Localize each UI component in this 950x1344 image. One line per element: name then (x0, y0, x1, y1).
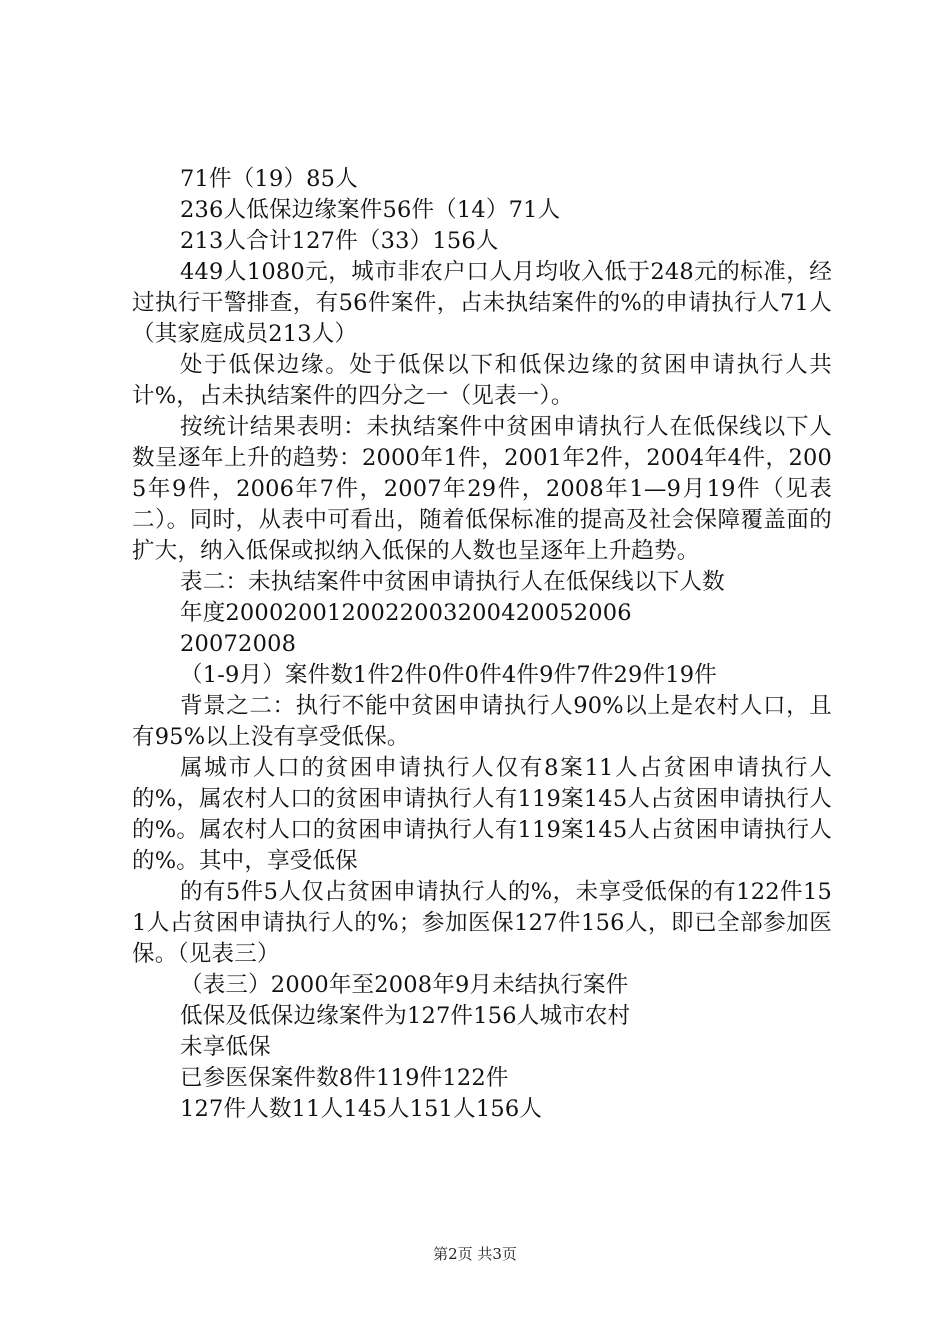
table-caption: （表三）2000年至2008年9月未结执行案件 (180, 972, 629, 998)
paragraph: 236人低保边缘案件56件（14）71人 (180, 197, 561, 223)
paragraph: 属城市人口的贫困申请执行人仅有8案11人占贫困申请执行人的%，属农村人口的贫困申请执行人有119案145人占贫困申请执行人的%。属农村人口的贫困申请执行人有119案145人占贫困申请执行人的%。其中，享受低保 (132, 755, 832, 874)
page-footer: 第2页 共3页 (433, 1245, 517, 1263)
paragraph: 71件（19）85人 (180, 166, 358, 192)
paragraph: 处于低保边缘。处于低保以下和低保边缘的贫困申请执行人共计%，占未执结案件的四分之一（见表一）。 (132, 352, 832, 409)
paragraph: 213人合计127件（33）156人 (180, 228, 499, 254)
paragraph: 449人1080元，城市非农户口人月均收入低于248元的标准，经过执行干警排查，有56件案件，占未执结案件的%的申请执行人71人（其家庭成员213人） (132, 259, 832, 347)
table-line: 年度2000200120022003200420052006 (180, 600, 632, 626)
table-line: 127件人数11人145人151人156人 (180, 1096, 543, 1122)
paragraph: 的有5件5人仅占贫困申请执行人的%，未享受低保的有122件151人占贫困申请执行人的%；参加医保127件156人，即已全部参加医保。（见表三） (132, 879, 832, 967)
paragraph: 按统计结果表明：未执结案件中贫困申请执行人在低保线以下人数呈逐年上升的趋势：2000年1件，2001年2件，2004年4件，2005年9件，2006年7件，2007年29件，2008年1—9月19件（见表二）。同时，从表中可看出，随着低保标准的提高及社会保障覆盖面的扩大，纳入低保或拟纳入低保的人数也呈逐年上升趋势。 (132, 414, 832, 564)
table-line: 未享低保 (180, 1034, 271, 1060)
table-caption: 表二：未执结案件中贫困申请执行人在低保线以下人数 (180, 569, 725, 595)
paragraph: 背景之二：执行不能中贫困申请执行人90%以上是农村人口，且有95%以上没有享受低保。 (132, 693, 832, 750)
document-body (132, 164, 832, 1125)
table-line: 已参医保案件数8件119件122件 (180, 1065, 509, 1091)
table-line: （1-9月）案件数1件2件0件0件4件9件7件29件19件 (180, 662, 718, 688)
table-line: 低保及低保边缘案件为127件156人城市农村 (180, 1003, 631, 1029)
table-line: 20072008 (180, 631, 297, 657)
